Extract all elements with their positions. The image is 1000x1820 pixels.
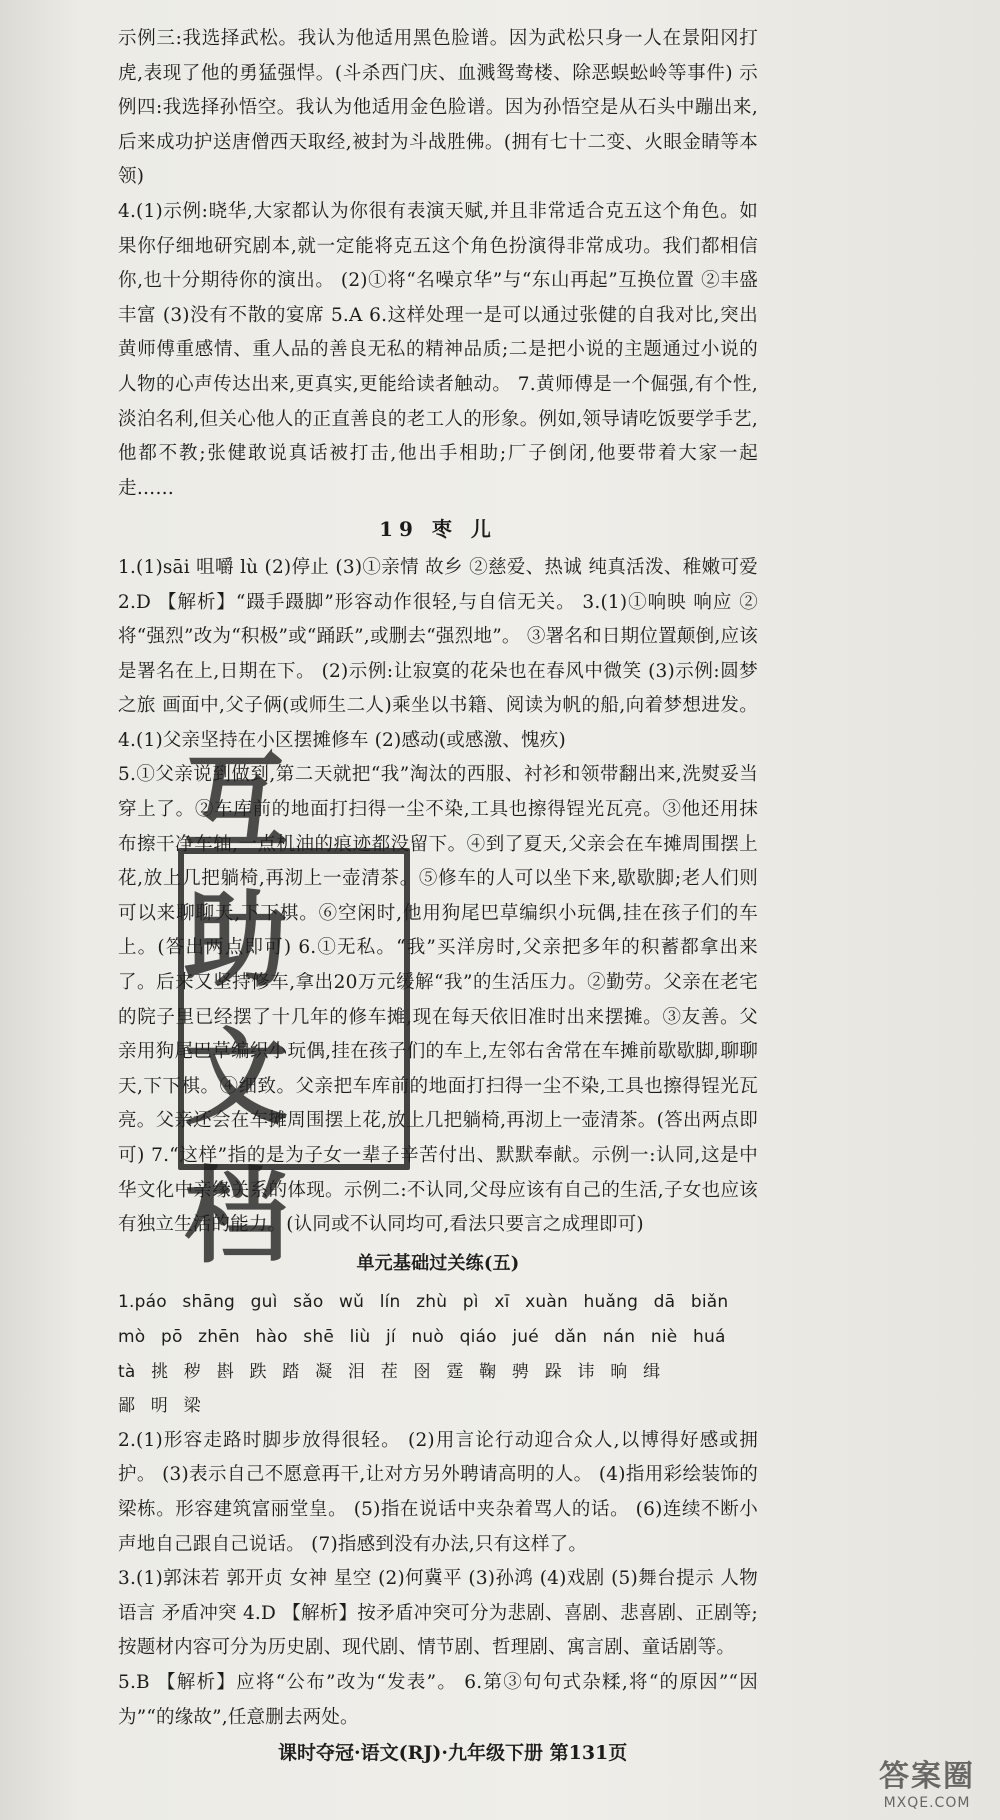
watermark-stamp (178, 741, 410, 1277)
answer-paragraph: 示例三:我选择武松。我认为他适用黑色脸谱。因为武松只身一人在景阳冈打虎,表现了他的勇猛强悍。(斗杀西门庆、血溅鸳鸯楼、除恶蜈蚣岭等事件) 示例四:我选择孙悟空。我认为他适用金色脸谱。因为孙悟空是从石头中蹦出来,后来成功护送唐僧西天取经,被封为斗战胜佛。(拥有七十二变、火眼金睛等本领) (118, 28, 758, 188)
answer-paragraph: 4.(1)示例:晓华,大家都认为你很有表演天赋,并且非常适合克五这个角色。如果你仔细地研究剧本,就一定能将克五这个角色扮演得非常成功。我们都相信你,也十分期待你的演出。 (2)①将“名噪京华”与“东山再起”互换位置 ②丰盛 丰富 (3)没有不散的宴席 5.A 6.这样处理一是可以通过张健的自我对比,突出黄师傅重感情、重人品的善良无私的精神品质;二是把小说的主题通过小说的人物的心声传达出来,更真实,更能给读者触动。 7.黄师傅是一个倔强,有个性,淡泊名利,但关心他人的正直善良的老工人的形象。例如,领导请吃饭要学手艺,他都不教;张健敢说真话被打击,他出手相助;厂子倒闭,他要带着大家一起走…… (118, 200, 758, 499)
pinyin-line: 1.páo shāng guì sǎo wǔ lín zhù pì xī xuàn huǎng dā biǎn (118, 1292, 729, 1313)
answer-paragraph: 5.①父亲说到做到,第二天就把“我”淘汰的西服、衬衫和领带翻出来,洗熨妥当穿上了。②车库前的地面打扫得一尘不染,工具也擦得锃光瓦亮。③他还用抹布擦干净车轴,一点机油的痕迹都没留下。④到了夏天,父亲会在车摊周围摆上花,放上几把躺椅,再沏上一壶清茶。⑤修车的人可以坐下来,歇歇脚;老人们则可以来聊聊天,下下棋。⑥空闲时,他用狗尾巴草编织小玩偶,挂在孩子们的车上。(答出两点即可) 6.①无私。“我”买洋房时,父亲把多年的积蓄都拿出来了。后来又坚持修车,拿出20万元缓解“我”的生活压力。②勤劳。父亲在老宅的院子里已经摆了十几年的修车摊,现在每天依旧准时出来摆摊。③友善。父亲用狗尾巴草编织小玩偶,挂在孩子们的车上,左邻右舍常在车摊前歇歇脚,聊聊天,下下棋。④细致。父亲把车库前的地面打扫得一尘不染,工具也擦得锃光瓦亮。父亲还会在车摊周围摆上花,放上几把躺椅,再沏上一壶清茶。(答出两点即可) 7.“这样”指的是为子女一辈子辛苦付出、默默奉献。示例一:认同,这是中华文化中亲缘关系的体现。示例二:不认同,父母应该有自己的生活,子女也应该有独立生活的能力。(认同或不认同均可,看法只要言之成理即可) (118, 764, 758, 1236)
answer-paragraph: 5.B 【解析】应将“公布”改为“发表”。 6.第③句句式杂糅,将“的原因”“因为”“的缘故”,任意删去两处。 (118, 1671, 758, 1728)
unit-heading: 单元基础过关练(五) (356, 1252, 520, 1274)
watermark-text: 互助 (184, 741, 297, 1001)
watermark-text: 文档 (184, 1017, 297, 1277)
logo-subtitle: MXQE.COM (883, 1795, 971, 1811)
section-heading: 19 枣 儿 (379, 517, 497, 542)
pinyin-line: mò pō zhēn hào shē liù jí nuò qiáo jué dǎn nán niè huá (118, 1326, 726, 1347)
answer-paragraph: 2.(1)形容走路时脚步放得很轻。 (2)用言论行动迎合众人,以博得好感或拥护。 (3)表示自己不愿意再干,让对方另外聘请高明的人。 (4)指用彩绘装饰的梁栋。形容建筑富丽堂皇。 (5)指在说话中夹杂着骂人的话。 (6)连续不断小声地自己跟自己说话。 (7)指感到没有办法,只有这样了。 (118, 1429, 758, 1555)
pinyin-line: 鄙 明 梁 (118, 1396, 201, 1417)
page-footer: 课时夺冠·语文(RJ)·九年级下册 第131页 (278, 1742, 628, 1764)
answer-paragraph: 3.(1)郭沫若 郭开贞 女神 星空 (2)何冀平 (3)孙鸿 (4)戏剧 (5)舞台提示 人物语言 矛盾冲突 4.D 【解析】按矛盾冲突可分为悲剧、喜剧、悲喜剧、正剧等;按题材内容可分为历史剧、现代剧、情节剧、哲理剧、寓言剧、童话剧等。 (118, 1568, 758, 1659)
logo-title: 答案圈 (879, 1759, 975, 1794)
answer-paragraph: 1.(1)sāi 咀嚼 lù (2)停止 (3)①亲情 故乡 ②慈爱、热诚 纯真活泼、稚嫩可爱 2.D 【解析】“蹑手蹑脚”形容动作很轻,与自信无关。 3.(1)①响映 响应 ②将“强烈”改为“积极”或“踊跃”,或删去“强烈地”。 ③署名和日期位置颠倒,应该是署名在上,日期在下。 (2)示例:让寂寞的花朵也在春风中微笑 (3)示例:圆梦之旅 画面中,父子俩(或师生二人)乘坐以书籍、阅读为帆的船,向着梦想进发。 4.(1)父亲坚持在小区摆摊修车 (2)感动(或感激、愧疚) (118, 556, 758, 751)
pinyin-line: tà 挑 秽 斟 跌 踏 凝 泪 茬 囹 霆 鞠 骋 跺 讳 晌 缉 (118, 1361, 661, 1382)
corner-logo (862, 1746, 992, 1816)
